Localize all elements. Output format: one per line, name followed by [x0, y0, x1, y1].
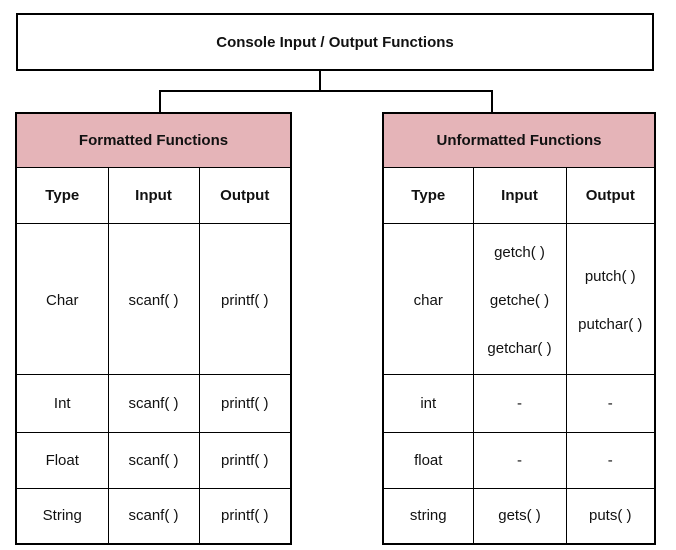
cell-type: int [383, 374, 473, 432]
cell-type: Int [16, 374, 108, 432]
column-header-output: Output [566, 167, 655, 223]
cell-type: Float [16, 432, 108, 488]
cell-type: char [383, 223, 473, 374]
cell-type: String [16, 488, 108, 544]
root-title: Console Input / Output Functions [216, 33, 454, 51]
connector-stub [319, 71, 321, 91]
table-row [383, 374, 655, 432]
table-row [16, 432, 291, 488]
cell-input: scanf( ) [108, 374, 199, 432]
column-header-input: Input [108, 167, 199, 223]
unformatted-functions-title: Unformatted Functions [383, 113, 655, 167]
cell-type: Char [16, 223, 108, 374]
column-header-type: Type [383, 167, 473, 223]
table-row [16, 374, 291, 432]
table-row [383, 432, 655, 488]
cell-input: getch( ) getche( ) getchar( ) [473, 223, 566, 374]
formatted-functions-title: Formatted Functions [16, 113, 291, 167]
cell-output: - [566, 432, 655, 488]
formatted-functions-table [15, 112, 292, 545]
column-header-output: Output [199, 167, 291, 223]
cell-output: printf( ) [199, 223, 291, 374]
column-header-input: Input [473, 167, 566, 223]
column-header-row [16, 167, 291, 223]
table-title-row [16, 113, 291, 167]
cell-type: string [383, 488, 473, 544]
cell-input: scanf( ) [108, 223, 199, 374]
table-row [383, 223, 655, 374]
cell-output: putch( ) putchar( ) [566, 223, 655, 374]
cell-type: float [383, 432, 473, 488]
table-title-row [383, 113, 655, 167]
cell-output: printf( ) [199, 488, 291, 544]
cell-input: scanf( ) [108, 432, 199, 488]
table-row [16, 223, 291, 374]
table-row [383, 488, 655, 544]
cell-input: - [473, 374, 566, 432]
column-header-type: Type [16, 167, 108, 223]
cell-output: puts( ) [566, 488, 655, 544]
cell-input: scanf( ) [108, 488, 199, 544]
cell-output: printf( ) [199, 432, 291, 488]
root-title-box [16, 13, 654, 71]
column-header-row [383, 167, 655, 223]
cell-input: gets( ) [473, 488, 566, 544]
unformatted-functions-table [382, 112, 656, 545]
cell-output: - [566, 374, 655, 432]
cell-output: printf( ) [199, 374, 291, 432]
cell-input: - [473, 432, 566, 488]
connector-horizontal [159, 90, 493, 92]
table-row [16, 488, 291, 544]
